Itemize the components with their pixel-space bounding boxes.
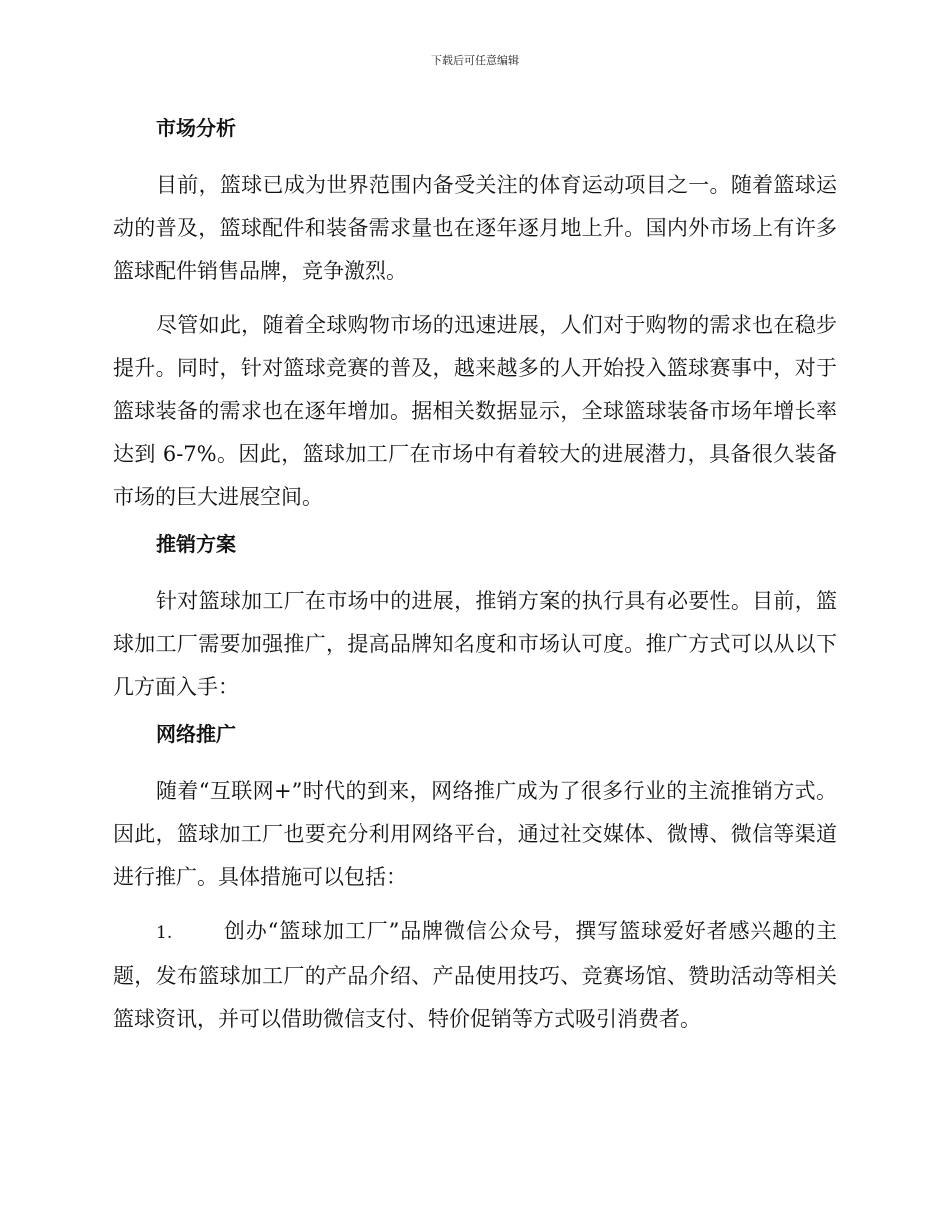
- document-body: [113, 110, 837, 1041]
- page-header: 下载后可任意编辑: [431, 54, 519, 67]
- heading-promotion-plan: 推销方案: [156, 532, 236, 556]
- list-item-text: 创办“篮球加工厂”品牌微信公众号，撰写篮球爱好者感兴趣的主题，发布篮球加工厂的产品介绍、产品使用技巧、竞赛场馆、赞助活动等相关篮球资讯，并可以借助微信支付、特价促销等方式吸引消费者。: [113, 919, 837, 1031]
- heading-online-promotion: 网络推广: [156, 722, 236, 746]
- paragraph-online-1: 随着“互联网+”时代的到来，网络推广成为了很多行业的主流推销方式。因此，篮球加工厂也要充分利用网络平台，通过社交媒体、微博、微信等渠道进行推广。具体措施可以包括：: [113, 779, 837, 889]
- list-item: [113, 910, 837, 1041]
- paragraph-promotion-1: 针对篮球加工厂在市场中的进展，推销方案的执行具有必要性。目前，篮球加工厂需要加强推广，提高品牌知名度和市场认可度。推广方式可以从以下几方面入手：: [113, 589, 837, 699]
- list-number: 1.: [156, 923, 173, 943]
- paragraph-market-2: 尽管如此，随着全球购物市场的迅速进展，人们对于购物的需求也在稳步提升。同时，针对篮球竞赛的普及，越来越多的人开始投入篮球赛事中，对于篮球装备的需求也在逐年增加。据相关数据显示，全球篮球装备市场年增长率达到 6-7%。因此，篮球加工厂在市场中有着较大的进展潜力，具备很久装备市场的巨大进展空间。: [113, 313, 837, 509]
- heading-market-analysis: 市场分析: [156, 116, 236, 140]
- paragraph-market-1: 目前，篮球已成为世界范围内备受关注的体育运动项目之一。随着篮球运动的普及，篮球配件和装备需求量也在逐年逐月地上升。国内外市场上有许多篮球配件销售品牌，竞争激烈。: [113, 173, 837, 283]
